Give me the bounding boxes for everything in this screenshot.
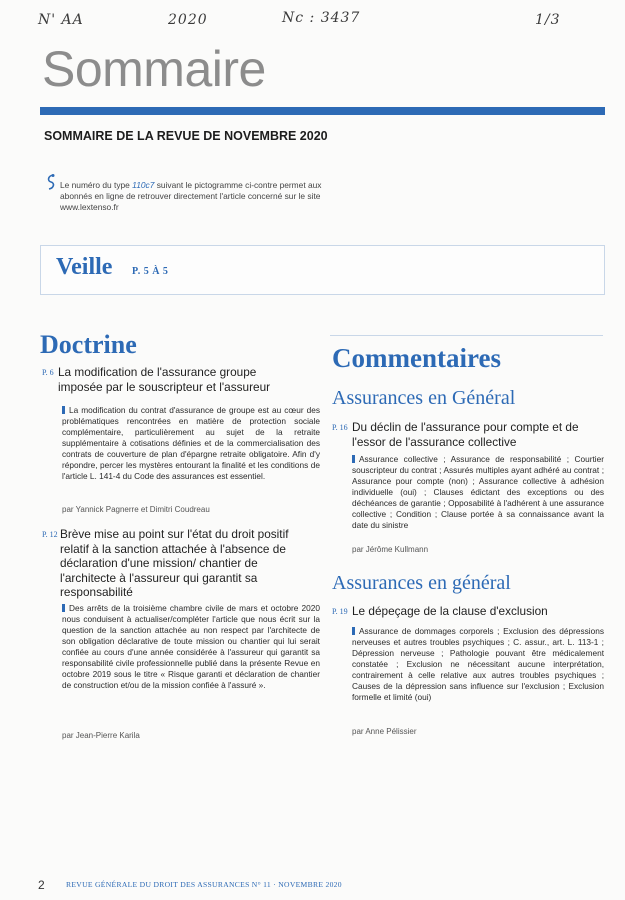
article-title: Brève mise au point sur l'état du droit positif relatif à la sanction attachée à l'absence de déclaration d'une mission/ chantier de l'architecte à l'assureur qui garantit sa responsabilité [60,527,289,599]
article-page: P. 6 [42,368,54,377]
article-author: par Yannick Pagnerre et Dimitri Coudreau [62,505,210,514]
doctrine-heading: Doctrine [40,330,137,359]
article-author: par Jean-Pierre Karila [62,731,140,740]
handwritten-issue-number: N' AA [38,12,84,28]
note-code: 110c7 [132,180,155,190]
article-page: P. 16 [332,423,348,432]
commentaires-heading: Commentaires [332,343,501,373]
veille-box [40,245,605,295]
lextenso-pictogram-icon [44,173,58,191]
handwritten-reference: Nc : 3437 [282,10,361,26]
column-divider [330,335,603,336]
article-author: par Anne Pélissier [352,727,417,736]
article-summary: Des arrêts de la troisième chambre civile de mars et octobre 2020 nous conduisent à actualiser/compléter l'article que nous écrit sur la question de la sanction attachée au non respect par l'architecte de son obligation déclarative de toute mission ou chantier qui lui serait confiée au cours d'une année considérée à l'assureur qui garantit sa responsabilité civile professionnelle publié dans la présente Revue en octobre 2019 sous le titre « Risque garanti et déclaration de chantier de construction et/ou de la mission confiée à l'assuré ». [62,603,320,690]
article-summary: La modification du contrat d'assurance de groupe est au cœur des problématiques rencontrées en matière de protection sociale complémentaire, particulièrement au sujet de la retraite supplémentaire à cotisations définies et de la commercialisation des contrats de couverture de plan d'épargne retraite obligatoire. Afin d'y répondre, percer les mystères entourant la finalité et les conditions de l'article L. 141-4 du Code des assurances est essentiel. [62,405,320,481]
article-title: Le dépeçage de la clause d'exclusion [352,604,548,618]
page-subtitle: SOMMAIRE DE LA REVUE DE NOVEMBRE 2020 [44,129,328,143]
handwritten-page-count: 1/3 [535,12,561,28]
footer-page-number: 2 [38,878,45,892]
veille-pages: P. 5 À 5 [132,266,169,277]
section-heading: Assurances en général [332,572,511,594]
section-heading: Assurances en Général [332,387,516,409]
article-title: La modification de l'assurance groupe imposée par le souscripteur et l'assureur [58,365,271,394]
lextenso-note: Le numéro du type 110c7 suivant le pictogramme ci-contre permet aux abonnés en ligne de retrouver directement l'article concerné sur le site www.lextenso.fr [60,180,322,212]
page-title: Sommaire [42,41,266,97]
article-page: P. 12 [42,530,58,539]
article-author: par Jérôme Kullmann [352,545,429,554]
article-summary: Assurance de dommages corporels ; Exclusion des dépressions nerveuses et autres troubles psychiques ; C. assur., art. L. 113-1 ; Dépression nerveuse ; Pathologie pouvant être médicalement constatée ; Exclusion ne nécessitant aucune interprétation, contrairement à celle relative aux autres troubles psychiques ; Causes de la dépression sans influence sur l'exclusion ; Exclusion formelle et limité (oui) [352,626,604,702]
article-summary: Assurance collective ; Assurance de responsabilité ; Courtier souscripteur du contrat ; Assurés multiples ayant adhéré au contrat ; Assurance pour compte (non) ; Assurance collective à adhésion individuelle (oui) ; Clauses édictant des exceptions ou des déchéances de garantie ; Opposabilité à l'adhérent à une assurance collective ; Condition ; Clause portée à sa connaissance avant la date du sinistre [352,454,604,530]
title-rule [40,107,605,115]
handwritten-year: 2020 [168,12,208,28]
veille-heading: Veille [56,254,113,280]
article-page: P. 19 [332,607,348,616]
footer-text: REVUE GÉNÉRALE DU DROIT DES ASSURANCES N° 11 · NOVEMBRE 2020 [66,880,342,889]
article-title: Du déclin de l'assurance pour compte et de l'essor de l'assurance collective [352,420,579,449]
